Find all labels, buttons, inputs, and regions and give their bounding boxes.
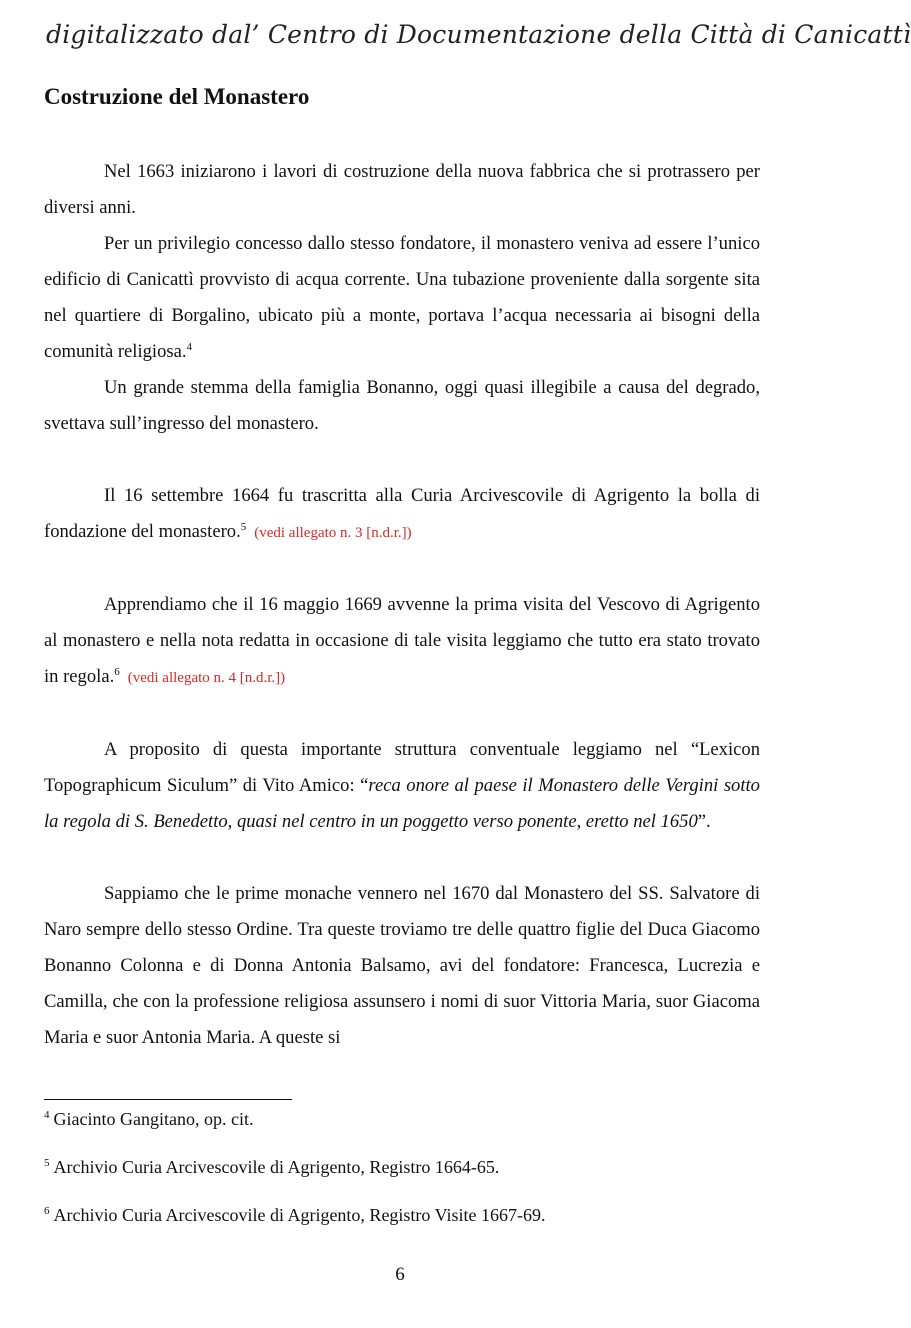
footnote-number: 6 [44,1205,50,1217]
paragraph-6-text: A proposito di questa importante struttura conventuale leggiamo nel “Lexicon Topographicum Siculum” di Vito Amico: “ [44,739,760,796]
footnote-separator [44,1099,292,1100]
paragraph-4 [44,478,760,551]
paragraph-gap [44,696,760,732]
paragraph-7-text: Sappiamo che le prime monache vennero nel 1670 dal Monastero del SS. Salvatore di Naro sempre dello stesso Ordine. Tra queste troviamo tre delle quattro figlie del Duca Giacomo Bonanno Colonna e di Donna Antonia Balsamo, avi del fondatore: Francesca, Lucrezia e Camilla, che con la professione religiosa assunsero i nomi di suor Vittoria Maria, suor Giacoma Maria e suor Antonia Maria. A queste si [44,883,760,1048]
page-number: 6 [395,1264,405,1285]
footnote-ref-4[interactable]: 4 [186,340,193,353]
paragraph-2-text: Per un privilegio concesso dallo stesso fondatore, il monastero veniva ad essere l’unico edificio di Canicattì provvisto di acqua corrente. Una tubazione proveniente dalla sorgente sita nel quartiere di Borgalino, ubicato più a monte, portava l’acqua necessaria ai bisogni della comunità religiosa. [44,233,760,362]
paragraph-gap [44,442,760,478]
paragraph-gap [44,840,760,876]
footnote-ref-5[interactable]: 5 [240,520,247,533]
footnote-number: 5 [44,1157,50,1169]
footnote-text: Archivio Curia Arcivescovile di Agrigento, Registro 1664-65. [53,1157,500,1177]
paragraph-5 [44,587,760,696]
paragraph-4-text: Il 16 settembre 1664 fu trascritta alla Curia Arcivescovile di Agrigento la bolla di fondazione del monastero. [44,485,760,542]
paragraph-gap [44,551,760,587]
paragraph-2 [44,226,760,370]
page-header: digitalizzato dal’ Centro di Documentazione della Città di Canicattì [46,20,911,49]
paragraph-3-text: Un grande stemma della famiglia Bonanno, oggi quasi illegibile a causa del degrado, svettava sull’ingresso del monastero. [44,377,760,434]
footnote-4 [44,1109,253,1130]
footnote-text: Archivio Curia Arcivescovile di Agrigento, Registro Visite 1667-69. [53,1205,546,1225]
editor-note-2: (vedi allegato n. 4 [n.d.r.]) [127,670,286,686]
editor-note-1: (vedi allegato n. 3 [n.d.r.]) [254,525,412,541]
footnote-text: Giacinto Gangitano, op. cit. [53,1109,254,1129]
footnote-ref-6[interactable]: 6 [114,665,120,678]
footnote-6 [44,1205,546,1226]
page-title: Costruzione del Monastero [44,84,310,109]
paragraph-3 [44,370,760,442]
body-text [44,154,760,1056]
paragraph-1-text: Nel 1663 iniziarono i lavori di costruzione della nuova fabbrica che si protrassero per diversi anni. [44,161,760,218]
paragraph-6 [44,732,760,840]
footnote-number: 4 [44,1109,50,1121]
paragraph-6-quote: reca onore al paese il Monastero delle Vergini sotto la regola di S. Benedetto, quasi nel centro in un poggetto verso ponente, eretto nel 1650 [44,775,760,832]
paragraph-7 [44,876,760,1056]
footnote-5 [44,1157,499,1178]
paragraph-6-end: ”. [697,811,711,832]
paragraph-1 [44,154,760,226]
paragraph-5-text: Apprendiamo che il 16 maggio 1669 avvenne la prima visita del Vescovo di Agrigento al monastero e nella nota redatta in occasione di tale visita leggiamo che tutto era stato trovato in regola. [44,594,760,687]
